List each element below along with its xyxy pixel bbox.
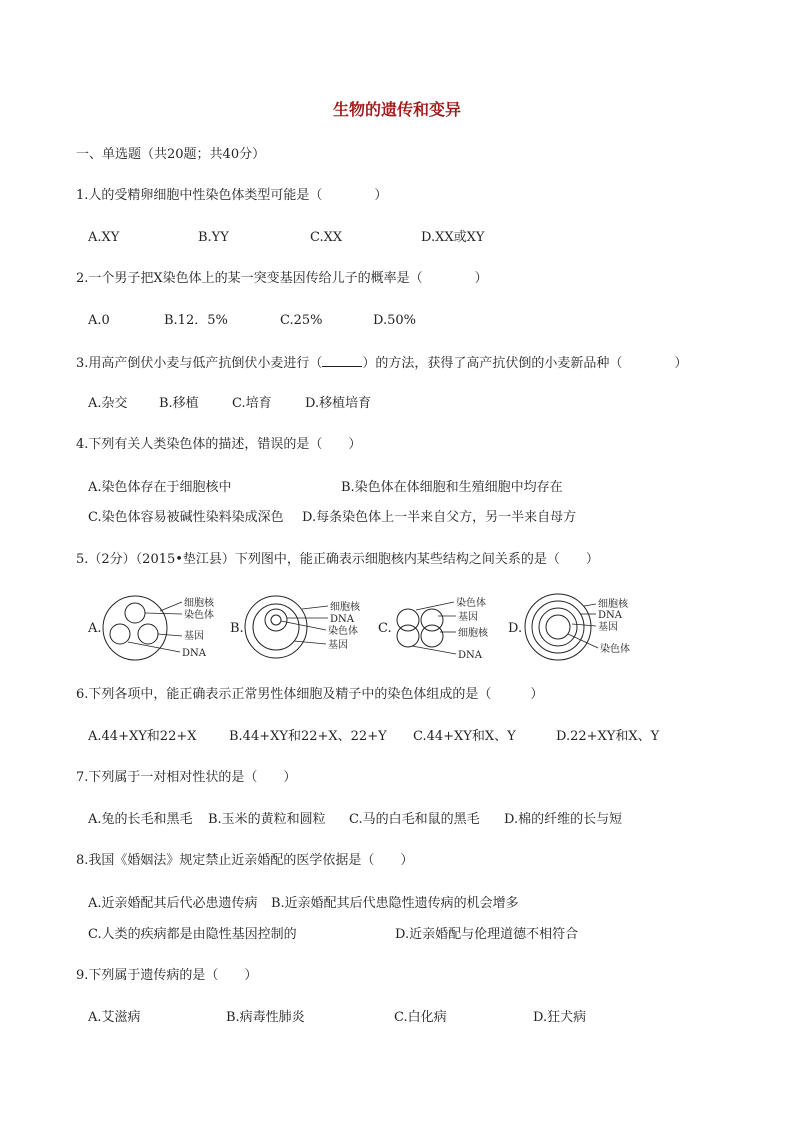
option-b: B.44+XY和22+X、22+Y bbox=[229, 729, 387, 744]
option-c: C.白化病 bbox=[394, 1010, 447, 1025]
figure-label: DNA bbox=[458, 650, 482, 661]
option-b: B.近亲婚配其后代患隐性遗传病的机会增多 bbox=[271, 896, 519, 911]
question-stem: 2.一个男子把X染色体上的某一突变基因传给儿子的概率是（ ） bbox=[76, 271, 488, 286]
option-c: C.马的白毛和鼠的黑毛 bbox=[349, 812, 480, 827]
option-a: A.0 bbox=[88, 313, 110, 328]
option-a: A.兔的长毛和黑毛 bbox=[88, 812, 193, 827]
answer-blank bbox=[322, 354, 362, 367]
option-d: D.XX或XY bbox=[421, 230, 485, 245]
figure-label: 染色体 bbox=[328, 626, 358, 637]
option-a: A.XY bbox=[88, 230, 120, 245]
question-stem: 8.我国《婚姻法》规定禁止近亲婚配的医学依据是（ ） bbox=[76, 853, 414, 868]
option-a: A.近亲婚配其后代必患遗传病 bbox=[88, 896, 258, 911]
option-b: B.染色体在体细胞和生殖细胞中均存在 bbox=[341, 480, 563, 495]
option-c: C.人类的疾病都是由隐性基因控制的 bbox=[88, 927, 297, 942]
figure-label: 基因 bbox=[184, 631, 204, 642]
option-c: C.44+XY和X、Y bbox=[413, 729, 516, 744]
page-title: 生物的遗传和变异 bbox=[332, 100, 461, 119]
option-b: B.12．5% bbox=[164, 313, 228, 328]
figure-label: DNA bbox=[330, 614, 354, 625]
figure-label: 基因 bbox=[458, 612, 478, 623]
question-stem: 9.下列属于遗传病的是（ ） bbox=[76, 968, 258, 983]
option-b: B. bbox=[230, 621, 244, 636]
figure-label: 细胞核 bbox=[184, 598, 214, 609]
figure-label: 染色体 bbox=[456, 598, 486, 609]
figure-label: 细胞核 bbox=[458, 628, 488, 639]
figure-label: 细胞核 bbox=[330, 602, 360, 613]
figure-a bbox=[100, 592, 230, 664]
option-a: A.染色体存在于细胞核中 bbox=[88, 480, 232, 495]
option-d: D.狂犬病 bbox=[533, 1010, 587, 1025]
section-heading: 一、单选题（共20题；共40分） bbox=[76, 147, 266, 162]
figure-label: 染色体 bbox=[600, 644, 630, 655]
figure-label: 细胞核 bbox=[598, 599, 628, 610]
figure-label: 基因 bbox=[328, 640, 348, 651]
option-a: A. bbox=[88, 621, 102, 636]
option-b: B.YY bbox=[198, 230, 229, 245]
question-stem: 1.人的受精卵细胞中性染色体类型可能是（ ） bbox=[76, 188, 388, 203]
option-c: C.培育 bbox=[232, 396, 272, 411]
figure-label: 染色体 bbox=[184, 610, 214, 621]
option-d: D.移植培育 bbox=[305, 396, 372, 411]
figure-label: 基因 bbox=[598, 622, 618, 633]
question-stem-part: ）的方法，获得了高产抗伏倒的小麦新品种（ ） bbox=[362, 356, 688, 371]
option-a: A.杂交 bbox=[88, 396, 128, 411]
option-a: A.艾滋病 bbox=[88, 1010, 141, 1025]
option-d: D.22+XY和X、Y bbox=[556, 729, 660, 744]
option-b: B.病毒性肺炎 bbox=[226, 1010, 305, 1025]
figure-c bbox=[392, 592, 522, 664]
option-b: B.玉米的黄粒和圆粒 bbox=[208, 812, 326, 827]
figure-label: DNA bbox=[598, 610, 622, 621]
option-a: A.44+XY和22+X bbox=[88, 729, 197, 744]
option-b: B.移植 bbox=[159, 396, 199, 411]
option-c: C.染色体容易被碱性染料染成深色 bbox=[88, 510, 284, 525]
figure-label: DNA bbox=[182, 648, 206, 659]
option-d: D.棉的纤维的长与短 bbox=[504, 812, 623, 827]
question-stem: 6.下列各项中，能正确表示正常男性体细胞及精子中的染色体组成的是（ ） bbox=[76, 687, 544, 702]
option-c: C.25% bbox=[280, 313, 323, 328]
option-d: D.每条染色体上一半来自父方，另一半来自母方 bbox=[302, 510, 577, 525]
option-d: D.近亲婚配与伦理道德不相符合 bbox=[395, 927, 579, 942]
question-stem: 5.（2分）（2015•垫江县）下列图中，能正确表示细胞核内某些结构之间关系的是（ ） bbox=[76, 552, 599, 567]
figure-d bbox=[522, 592, 662, 664]
question-stem bbox=[76, 354, 687, 372]
figure-b bbox=[244, 592, 379, 664]
question-stem: 7.下列属于一对相对性状的是（ ） bbox=[76, 770, 297, 785]
option-c: C.XX bbox=[310, 230, 343, 245]
question-stem: 4.下列有关人类染色体的描述，错误的是（ ） bbox=[76, 437, 362, 452]
option-c: C. bbox=[378, 621, 392, 636]
option-d: D. bbox=[508, 621, 523, 636]
option-d: D.50% bbox=[373, 313, 416, 328]
question-stem-part: 3.用高产倒伏小麦与低产抗倒伏小麦进行（ bbox=[76, 356, 323, 371]
